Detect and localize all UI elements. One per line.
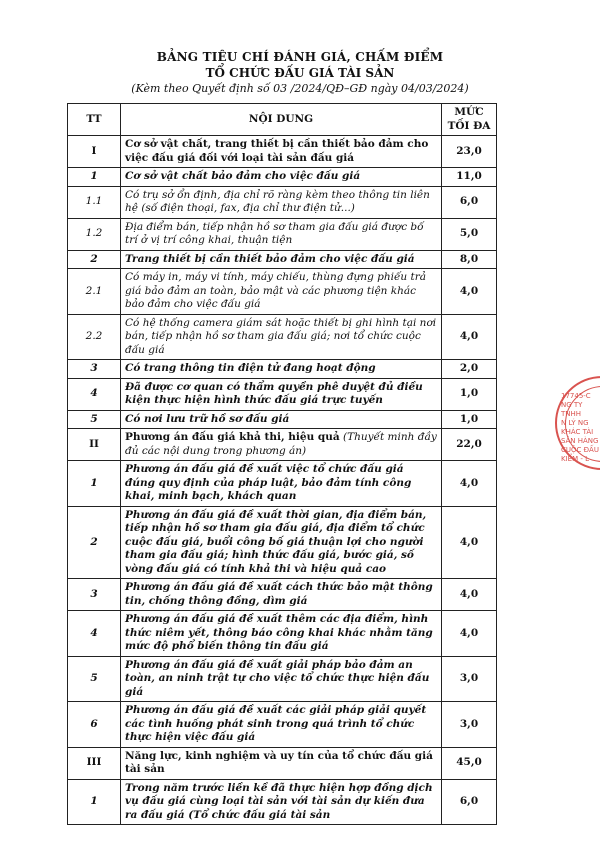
row-content-text: Phương án đấu giá đề xuất việc tổ chức đấu giá đúng quy định của pháp luật, bảo đảm tính công khai, minh bạch, khách quan	[125, 463, 412, 502]
row-max-score: 4,0	[442, 314, 497, 360]
table-header-row	[68, 104, 497, 136]
row-content	[121, 136, 442, 168]
row-content	[121, 579, 442, 611]
row-content-text: Trong năm trước liền kề đã thực hiện hợp đồng dịch vụ đấu giá cùng loại tài sản với tài sản dự kiến đưa ra đấu giá (Tổ chức đấu giá tài sản	[125, 781, 433, 821]
table-row	[68, 218, 497, 250]
row-number: 3	[68, 579, 121, 611]
row-content-text: Có nơi lưu trữ hồ sơ đấu giá	[125, 412, 290, 425]
row-content-text: Năng lực, kinh nghiệm và uy tín của tổ chức đấu giá tài sản	[125, 749, 433, 775]
table-row	[68, 579, 497, 611]
row-content	[121, 360, 442, 379]
row-content-text: Phương án đấu giá khả thi, hiệu quả	[125, 431, 340, 443]
row-number: 1.2	[68, 218, 121, 250]
table-row	[68, 461, 497, 507]
row-max-score: 3,0	[442, 702, 497, 748]
row-content	[121, 410, 442, 429]
row-number: 4	[68, 611, 121, 657]
row-max-score: 4,0	[442, 269, 497, 315]
row-content-text: Địa điểm bán, tiếp nhận hồ sơ tham gia đấu giá được bố trí ở vị trí công khai, thuận tiện	[125, 220, 424, 246]
row-number: I	[68, 136, 121, 168]
doc-subtitle: (Kèm theo Quyết định số 03 /2024/QĐ–GĐ ngày 04/03/2024)	[131, 82, 469, 95]
row-max-score: 6,0	[442, 186, 497, 218]
row-max-score: 2,0	[442, 360, 497, 379]
table-row	[68, 314, 497, 360]
row-max-score: 1,0	[442, 410, 497, 429]
row-max-score: 4,0	[442, 461, 497, 507]
row-max-score: 4,0	[442, 611, 497, 657]
row-content	[121, 747, 442, 779]
col-header-tt: TT	[68, 104, 121, 136]
row-content-text: Có trang thông tin điện tử đang hoạt động	[125, 362, 376, 374]
row-max-score: 45,0	[442, 747, 497, 779]
table-row	[68, 410, 497, 429]
row-max-score: 5,0	[442, 218, 497, 250]
row-content	[121, 611, 442, 657]
row-number: II	[68, 429, 121, 461]
row-number: III	[68, 747, 121, 779]
table-row	[68, 779, 497, 825]
col-header-max: MỨC TỐI ĐA	[442, 104, 497, 136]
table-row	[68, 136, 497, 168]
row-max-score: 4,0	[442, 506, 497, 579]
row-content	[121, 378, 442, 410]
row-content-text: Có máy in, máy vi tính, máy chiếu, thùng đựng phiếu trả giá bảo đảm an toàn, bảo mật và các phương tiện khác bảo đảm cho việc đấu giá	[125, 271, 427, 310]
col-header-content: NỘI DUNG	[121, 104, 442, 136]
row-number: 1.1	[68, 186, 121, 218]
row-content-text: Phương án đấu giá đề xuất các giải pháp giải quyết các tình huống phát sinh trong quá trình tổ chức thực hiện việc đấu giá	[125, 704, 427, 743]
row-content-text: Phương án đấu giá đề xuất thêm các địa điểm, hình thức niêm yết, thông báo công khai khác nhằm tăng mức độ phổ biến thông tin đấu giá	[125, 613, 433, 652]
row-content-text: Trang thiết bị cần thiết bảo đảm cho việc đấu giá	[125, 252, 415, 265]
row-content	[121, 779, 442, 825]
table-body	[68, 136, 497, 825]
row-content-text: Cơ sở vật chất, trang thiết bị cần thiết bảo đảm cho việc đấu giá đối với loại tài sản đấu giá	[125, 138, 429, 164]
row-content-text: Có trụ sở ổn định, địa chỉ rõ ràng kèm theo thông tin liên hệ (số điện thoại, fax, địa chỉ thư điện tử...)	[125, 188, 430, 214]
row-number: 1	[68, 461, 121, 507]
row-content	[121, 702, 442, 748]
doc-title-line1: BẢNG TIÊU CHÍ ĐÁNH GIÁ, CHẤM ĐIỂM	[156, 50, 444, 64]
row-max-score: 1,0	[442, 378, 497, 410]
row-content-text: Có hệ thống camera giám sát hoặc thiết bị ghi hình tại nơi bán, tiếp nhận hồ sơ tham gia đấu giá; nơi tổ chức cuộc đấu giá	[125, 316, 437, 356]
row-content	[121, 656, 442, 702]
row-max-score: 11,0	[442, 168, 497, 187]
row-content	[121, 269, 442, 315]
table-row	[68, 747, 497, 779]
row-max-score: 23,0	[442, 136, 497, 168]
row-content	[121, 429, 442, 461]
table-row	[68, 429, 497, 461]
row-number: 5	[68, 410, 121, 429]
row-content	[121, 168, 442, 187]
row-content	[121, 461, 442, 507]
row-number: 2	[68, 250, 121, 269]
row-max-score: 22,0	[442, 429, 497, 461]
table-row	[68, 269, 497, 315]
table-row	[68, 656, 497, 702]
row-content	[121, 250, 442, 269]
criteria-table	[67, 103, 497, 825]
row-number: 4	[68, 378, 121, 410]
table-row	[68, 168, 497, 187]
row-content	[121, 506, 442, 579]
table-row	[68, 186, 497, 218]
row-content	[121, 186, 442, 218]
row-number: 2.2	[68, 314, 121, 360]
row-content-text: Phương án đấu giá đề xuất giải pháp bảo đảm an toàn, an ninh trật tự cho việc tổ chức thực hiện đấu giá	[125, 658, 430, 698]
row-number: 1	[68, 779, 121, 825]
table-row	[68, 250, 497, 269]
row-number: 6	[68, 702, 121, 748]
row-max-score: 6,0	[442, 779, 497, 825]
row-number: 5	[68, 656, 121, 702]
row-content	[121, 218, 442, 250]
table-row	[68, 702, 497, 748]
row-number: 2	[68, 506, 121, 579]
row-number: 3	[68, 360, 121, 379]
row-content	[121, 314, 442, 360]
stamp-text: 17745-C NG TY TNHH N LÝ NG KHÁC TÀI SẢN HÀNG CUỘC ĐẤU KIỂM - L	[561, 392, 599, 463]
table-row	[68, 360, 497, 379]
table-row	[68, 506, 497, 579]
row-number: 2.1	[68, 269, 121, 315]
row-max-score: 4,0	[442, 579, 497, 611]
red-stamp-seal	[555, 376, 600, 470]
row-content-text: Cơ sở vật chất bảo đảm cho việc đấu giá	[125, 170, 361, 182]
row-max-score: 8,0	[442, 250, 497, 269]
row-number: 1	[68, 168, 121, 187]
row-content-text: Đã được cơ quan có thẩm quyền phê duyệt đủ điều kiện thực hiện hình thức đấu giá trực tuyến	[125, 380, 423, 406]
table-row	[68, 611, 497, 657]
row-content-note: (Thuyết minh đầy đủ các nội dung trong phương án)	[125, 431, 437, 457]
table-row	[68, 378, 497, 410]
doc-title-line2: TỔ CHỨC ĐẤU GIÁ TÀI SẢN	[205, 66, 395, 80]
row-max-score: 3,0	[442, 656, 497, 702]
row-content-text: Phương án đấu giá đề xuất cách thức bảo mật thông tin, chống thông đồng, dìm giá	[125, 581, 433, 607]
row-content-text: Phương án đấu giá đề xuất thời gian, địa điểm bán, tiếp nhận hồ sơ tham gia đấu giá, địa điểm tổ chức cuộc đấu giá, buổi công bố giá thuận lợi cho người tham gia đấu giá; hình thức đấu giá, bước giá, số vòng đấu giá có tính khả thi và hiệu quả cao	[125, 508, 427, 575]
